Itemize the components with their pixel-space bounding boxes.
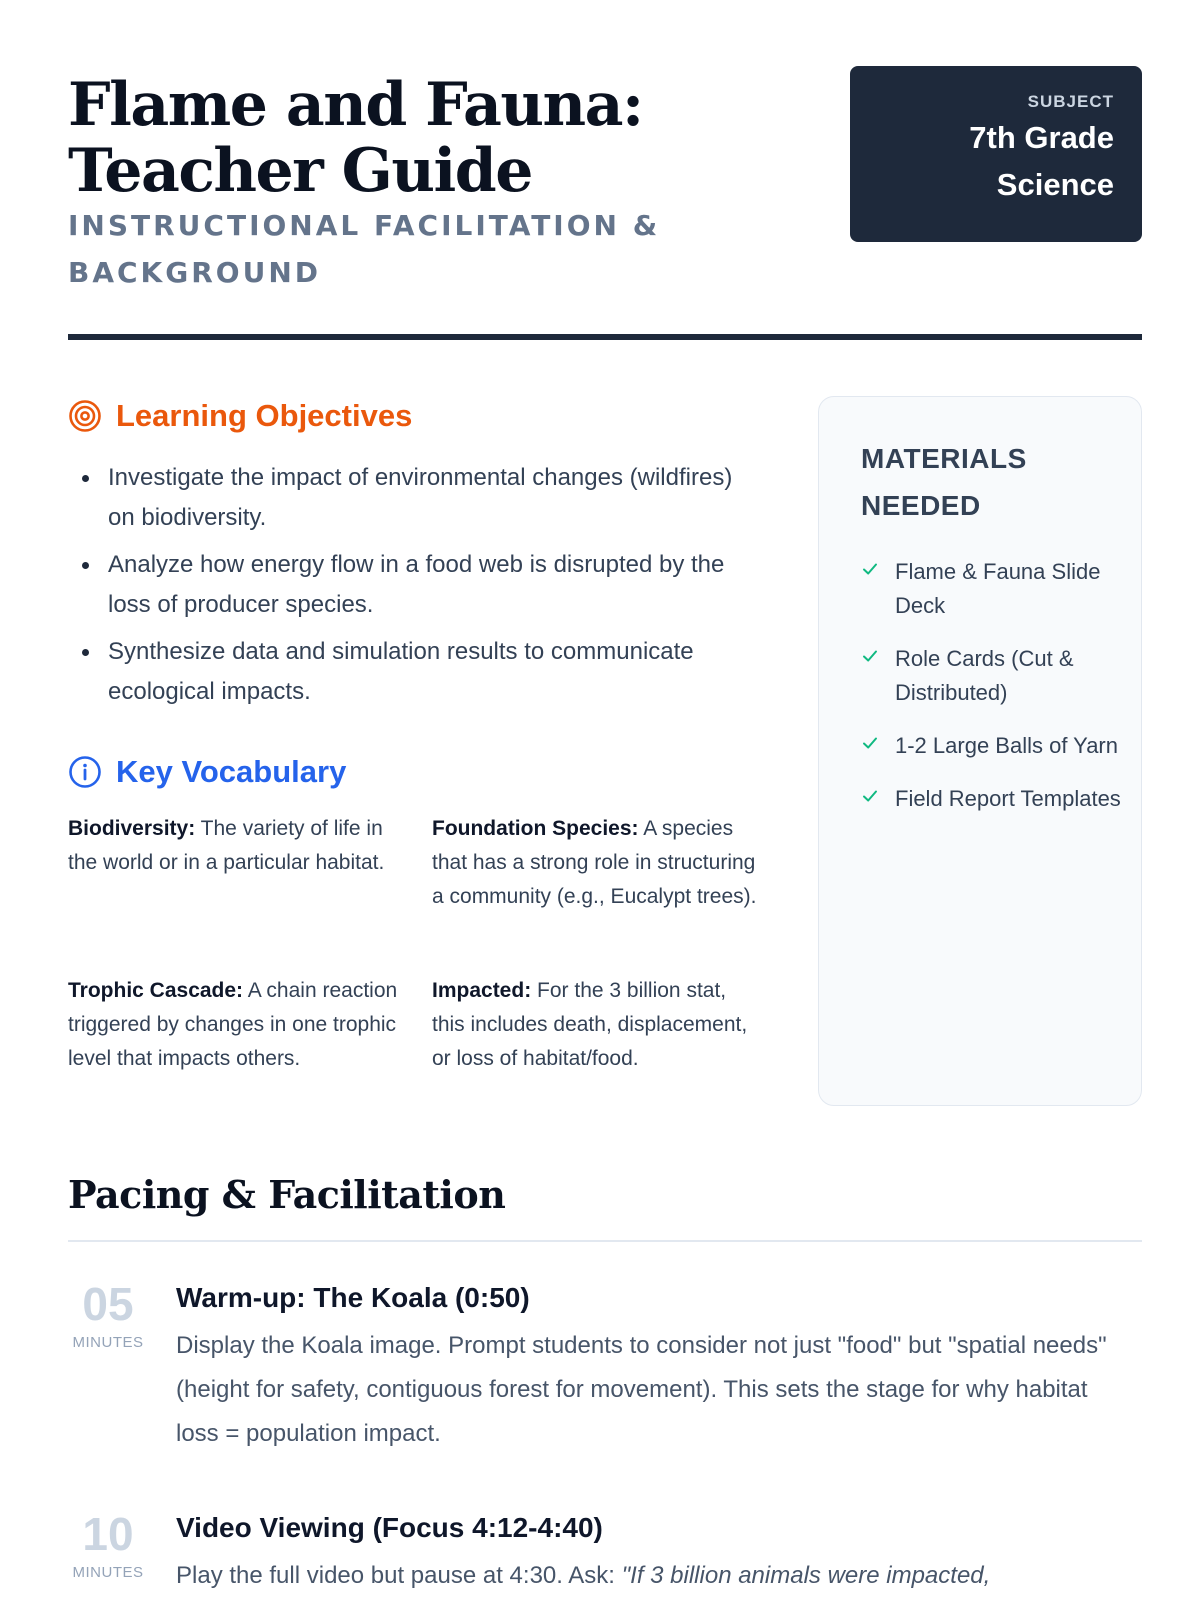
vocab-item-foundation-species — [432, 812, 762, 914]
list-item — [78, 458, 758, 538]
pacing-duration — [68, 1508, 148, 1581]
pacing-duration — [68, 1278, 148, 1351]
materials-title: MATERIALS NEEDED — [861, 443, 1027, 521]
pacing-body — [176, 1324, 1136, 1456]
pacing-quote: "If 3 billion animals were impacted, — [621, 1562, 991, 1589]
page-header — [68, 66, 1142, 306]
vocab-term: Trophic Cascade: — [68, 979, 244, 1002]
vocabulary-heading — [68, 754, 346, 790]
pacing-heading: Video Viewing (Focus 4:12-4:40) — [176, 1512, 603, 1543]
vocab-item-biodiversity — [68, 812, 398, 880]
vocab-term: Foundation Species: — [432, 817, 639, 840]
pacing-divider — [68, 1240, 1142, 1242]
material-text: Flame & Fauna Slide Deck — [895, 559, 1101, 618]
bullet — [82, 475, 89, 482]
bullet — [82, 562, 89, 569]
pacing-minutes: 05 — [82, 1278, 134, 1330]
check-icon — [861, 647, 879, 665]
objectives-title: Learning Objectives — [116, 398, 413, 433]
subject-value: 7th Grade Science — [969, 120, 1114, 202]
vocab-term: Impacted: — [432, 979, 532, 1002]
vocab-definition: The variety of life in the world or in a particular habitat. — [68, 817, 385, 874]
header-divider — [68, 334, 1142, 340]
pacing-title: Pacing & Facilitation — [68, 1172, 506, 1217]
objective-text: Synthesize data and simulation results to communicate ecological impacts. — [108, 638, 694, 705]
bullet — [82, 649, 89, 656]
list-item — [861, 642, 1121, 710]
list-item — [861, 729, 1121, 763]
pacing-heading: Warm-up: The Koala (0:50) — [176, 1282, 530, 1313]
objective-text: Investigate the impact of environmental changes (wildfires) on biodiversity. — [108, 464, 733, 531]
vocab-term: Biodiversity: — [68, 817, 196, 840]
vocab-item-trophic-cascade — [68, 974, 398, 1076]
list-item — [861, 555, 1121, 623]
pacing-unit: MINUTES — [72, 1334, 144, 1351]
vocab-definition: A chain reaction triggered by changes in one trophic level that impacts others. — [68, 979, 398, 1070]
pacing-body-text: Display the Koala image. Prompt students to consider not just "food" but "spatial needs" (height for safety, contiguous forest for movement). This sets the stage for why habitat loss = population impact. — [176, 1332, 1107, 1447]
page-title: Flame and Fauna: Teacher Guide — [68, 70, 643, 206]
list-item — [78, 545, 758, 625]
material-text: 1-2 Large Balls of Yarn — [895, 733, 1118, 758]
objective-text: Analyze how energy flow in a food web is disrupted by the loss of producer species. — [108, 551, 725, 618]
vocabulary-title: Key Vocabulary — [116, 754, 347, 789]
objectives-heading — [68, 398, 412, 434]
list-item — [78, 632, 758, 712]
check-icon — [861, 734, 879, 752]
objectives-list — [78, 458, 758, 719]
pacing-body — [176, 1554, 1136, 1598]
vocab-definition: A species that has a strong role in structuring a community (e.g., Eucalypt trees). — [432, 817, 757, 908]
subject-badge — [850, 66, 1142, 242]
pacing-unit: MINUTES — [72, 1564, 144, 1581]
pacing-minutes: 10 — [82, 1508, 134, 1560]
subject-label: SUBJECT — [1027, 92, 1114, 111]
info-icon — [68, 755, 102, 789]
materials-list — [861, 555, 1121, 835]
vocab-definition: For the 3 billion stat, this includes death, displacement, or loss of habitat/food. — [432, 979, 748, 1070]
material-text: Role Cards (Cut & Distributed) — [895, 646, 1074, 705]
vocab-item-impacted — [432, 974, 762, 1076]
list-item — [861, 782, 1121, 816]
check-icon — [861, 560, 879, 578]
material-text: Field Report Templates — [895, 786, 1121, 811]
vocabulary-grid — [68, 812, 768, 1112]
pacing-body-text: Play the full video but pause at 4:30. Ask: — [176, 1562, 622, 1589]
target-icon — [68, 399, 102, 433]
page-subtitle: INSTRUCTIONAL FACILITATION & BACKGROUND — [68, 209, 661, 289]
check-icon — [861, 787, 879, 805]
materials-panel — [818, 396, 1142, 1106]
